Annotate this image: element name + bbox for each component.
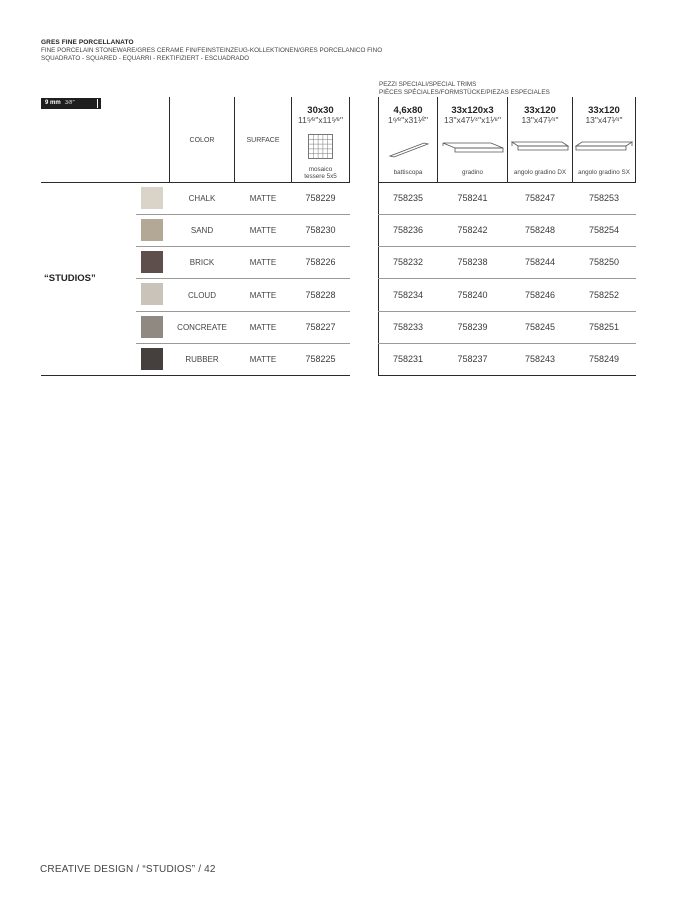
header-rule (41, 182, 350, 183)
trim-size: 4,6x80 (393, 105, 423, 116)
divider (635, 97, 636, 182)
trim-code: 758238 (457, 257, 488, 267)
trim-code: 758241 (457, 193, 488, 203)
mosaic-size-inch: 11⁵⁄⁸"x11⁵⁄⁸" (298, 115, 343, 125)
color-swatch (141, 316, 163, 338)
trim-size-inch: 13"x47¹⁄⁴" (521, 115, 559, 125)
row-divider (378, 343, 636, 344)
color-swatch (141, 187, 163, 209)
trim-name: angolo gradino DX (513, 169, 567, 176)
row-divider (378, 214, 636, 215)
row-divider (136, 311, 350, 312)
trim-code: 758249 (588, 354, 620, 364)
trim-name: battiscopa (393, 169, 423, 176)
trim-code: 758243 (524, 354, 556, 364)
trim-size: 33x120x3 (451, 105, 494, 116)
mosaic-code: 758227 (305, 322, 336, 332)
trim-code: 758252 (588, 290, 620, 300)
mosaic-size: 30x30 (307, 105, 334, 116)
trim-code: 758234 (392, 290, 424, 300)
trim-code: 758248 (524, 225, 556, 235)
trim-name: angolo gradino SX (578, 169, 630, 176)
trim-code: 758233 (392, 322, 424, 332)
color-name: CONCREATE (177, 323, 227, 332)
thickness-inch: 3/8" (64, 100, 75, 106)
mosaic-code: 758226 (305, 257, 336, 267)
thickness-badge (41, 98, 101, 109)
color-name: RUBBER (185, 355, 219, 364)
trim-size-inch: 1⁶⁄⁸"x31¹⁄²" (387, 115, 429, 125)
step-corner-left-icon (574, 139, 634, 155)
trim-code: 758232 (392, 257, 424, 267)
divider (349, 97, 350, 182)
skirting-icon (388, 137, 430, 159)
trim-code: 758245 (524, 322, 556, 332)
step-corner-right-icon (510, 139, 570, 155)
color-name: SAND (190, 226, 214, 235)
thickness-icon (97, 99, 98, 108)
trim-code: 758246 (524, 290, 556, 300)
document-subtitle: FINE PORCELAIN STONEWARE/GRES CERAME FIN/FEINSTEINZEUG-KOLLEKTIONEN/GRES PORCELANICO FINO (41, 47, 383, 54)
mosaic-label-2: tessere 5x5 (304, 173, 337, 180)
trim-code: 758231 (392, 354, 424, 364)
surface: MATTE (249, 194, 277, 203)
trim-size: 33x120 (588, 105, 620, 116)
header-rule (378, 182, 636, 183)
trim-code: 758250 (588, 257, 620, 267)
mosaic-grid-icon (308, 134, 333, 159)
document-subtitle-2: SQUADRATO - SQUARED - EQUARRI - REKTIFIZIERT - ESCUADRADO (41, 55, 250, 62)
color-name: CHALK (188, 194, 216, 203)
divider (378, 97, 379, 376)
page-footer: CREATIVE DESIGN / “STUDIOS” / 42 (40, 864, 216, 875)
trim-size-inch: 13"x47¹⁄⁴" (585, 115, 623, 125)
series-name: “STUDIOS” (44, 273, 96, 284)
mosaic-code: 758229 (305, 193, 336, 203)
color-swatch (141, 348, 163, 370)
trim-size-inch: 13"x47¹⁄⁴"x1¹⁄⁸" (444, 115, 501, 125)
surface: MATTE (249, 226, 277, 235)
row-divider (378, 311, 636, 312)
color-swatch (141, 283, 163, 305)
trim-code: 758247 (524, 193, 556, 203)
row-divider (136, 246, 350, 247)
row-divider (136, 343, 350, 344)
color-name: BRICK (189, 258, 215, 267)
trim-code: 758242 (457, 225, 488, 235)
surface: MATTE (249, 291, 277, 300)
trim-code: 758244 (524, 257, 556, 267)
trim-code: 758239 (457, 322, 488, 332)
mosaic-code: 758230 (305, 225, 336, 235)
surface: MATTE (249, 258, 277, 267)
trim-name: gradino (461, 169, 483, 176)
column-header-surface: SURFACE (246, 137, 280, 144)
column-header-color: COLOR (189, 137, 215, 144)
mosaic-code: 758225 (305, 354, 336, 364)
trim-code: 758253 (588, 193, 620, 203)
surface: MATTE (249, 323, 277, 332)
row-divider (378, 278, 636, 279)
document-title: GRES FINE PORCELLANATO (41, 39, 134, 46)
trims-header: PEZZI SPECIALI/SPECIAL TRIMS (379, 81, 477, 88)
row-divider (378, 246, 636, 247)
trim-size: 33x120 (524, 105, 556, 116)
trims-header-2: PIÈCES SPÉCIALES/FORMSTÜCKE/PIEZAS ESPECIALES (379, 89, 550, 96)
trim-code: 758254 (588, 225, 620, 235)
mosaic-label: mosaico (308, 166, 333, 173)
trim-code: 758237 (457, 354, 488, 364)
step-icon (441, 139, 505, 159)
trim-code: 758235 (392, 193, 424, 203)
table-bottom-rule (41, 375, 350, 376)
trim-code: 758236 (392, 225, 424, 235)
mosaic-code: 758228 (305, 290, 336, 300)
row-divider (136, 278, 350, 279)
color-swatch (141, 251, 163, 273)
color-swatch (141, 219, 163, 241)
trim-code: 758251 (588, 322, 620, 332)
table-bottom-rule (378, 375, 636, 376)
color-name: CLOUD (187, 291, 216, 300)
trim-code: 758240 (457, 290, 488, 300)
surface: MATTE (249, 355, 277, 364)
row-divider (136, 214, 350, 215)
thickness-mm: 9 mm (45, 100, 61, 106)
